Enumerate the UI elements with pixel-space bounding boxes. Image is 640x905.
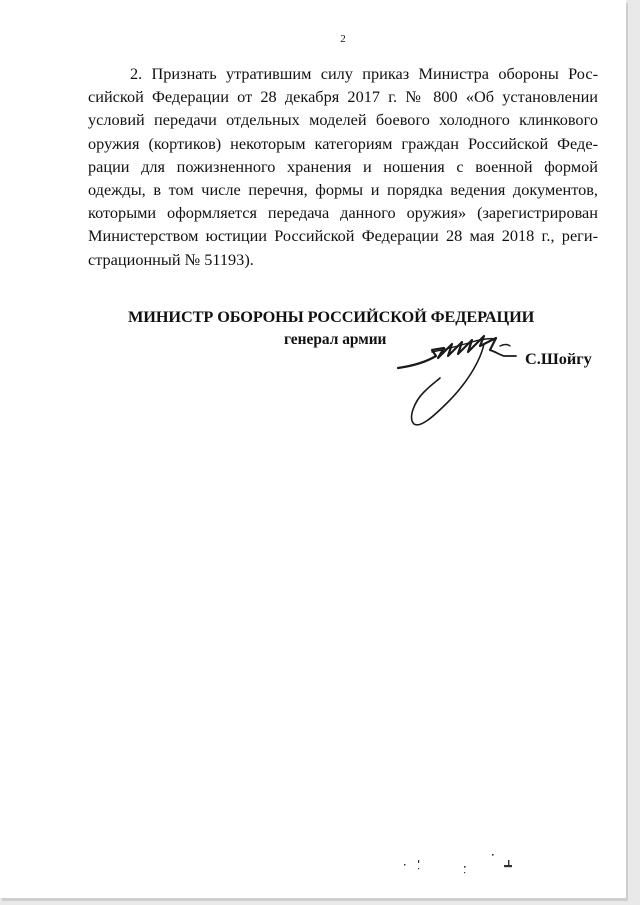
page-number: 2 (340, 33, 346, 45)
paragraph-2: 2. Признать утратившим силу приказ Министра обороны Российской Федерации от 28 декабря 2017 г. № 800 «Об установлении условий передачи отдельных моделей боевого холодного клинкового оружия (кортиков) некоторым категориям граждан Российской Федерации для пожизненного хранения и ношения с военной формой одежды, в том числе перечня, формы и порядка ведения документов, которыми оформляется передача данного оружия» (зарегистрирован Министерством юстиции Российской Федерации 28 мая 2018 г., регистрационный № 51193). (88, 64, 598, 269)
scan-specks (400, 852, 530, 882)
signatory-position-title: МИНИСТР ОБОРОНЫ РОССИЙСКОЙ ФЕДЕРАЦИИ (128, 307, 535, 326)
handwritten-signature (392, 322, 532, 434)
signatory-rank: генерал армии (284, 331, 387, 348)
signatory-name: С.Шойгу (525, 349, 592, 368)
